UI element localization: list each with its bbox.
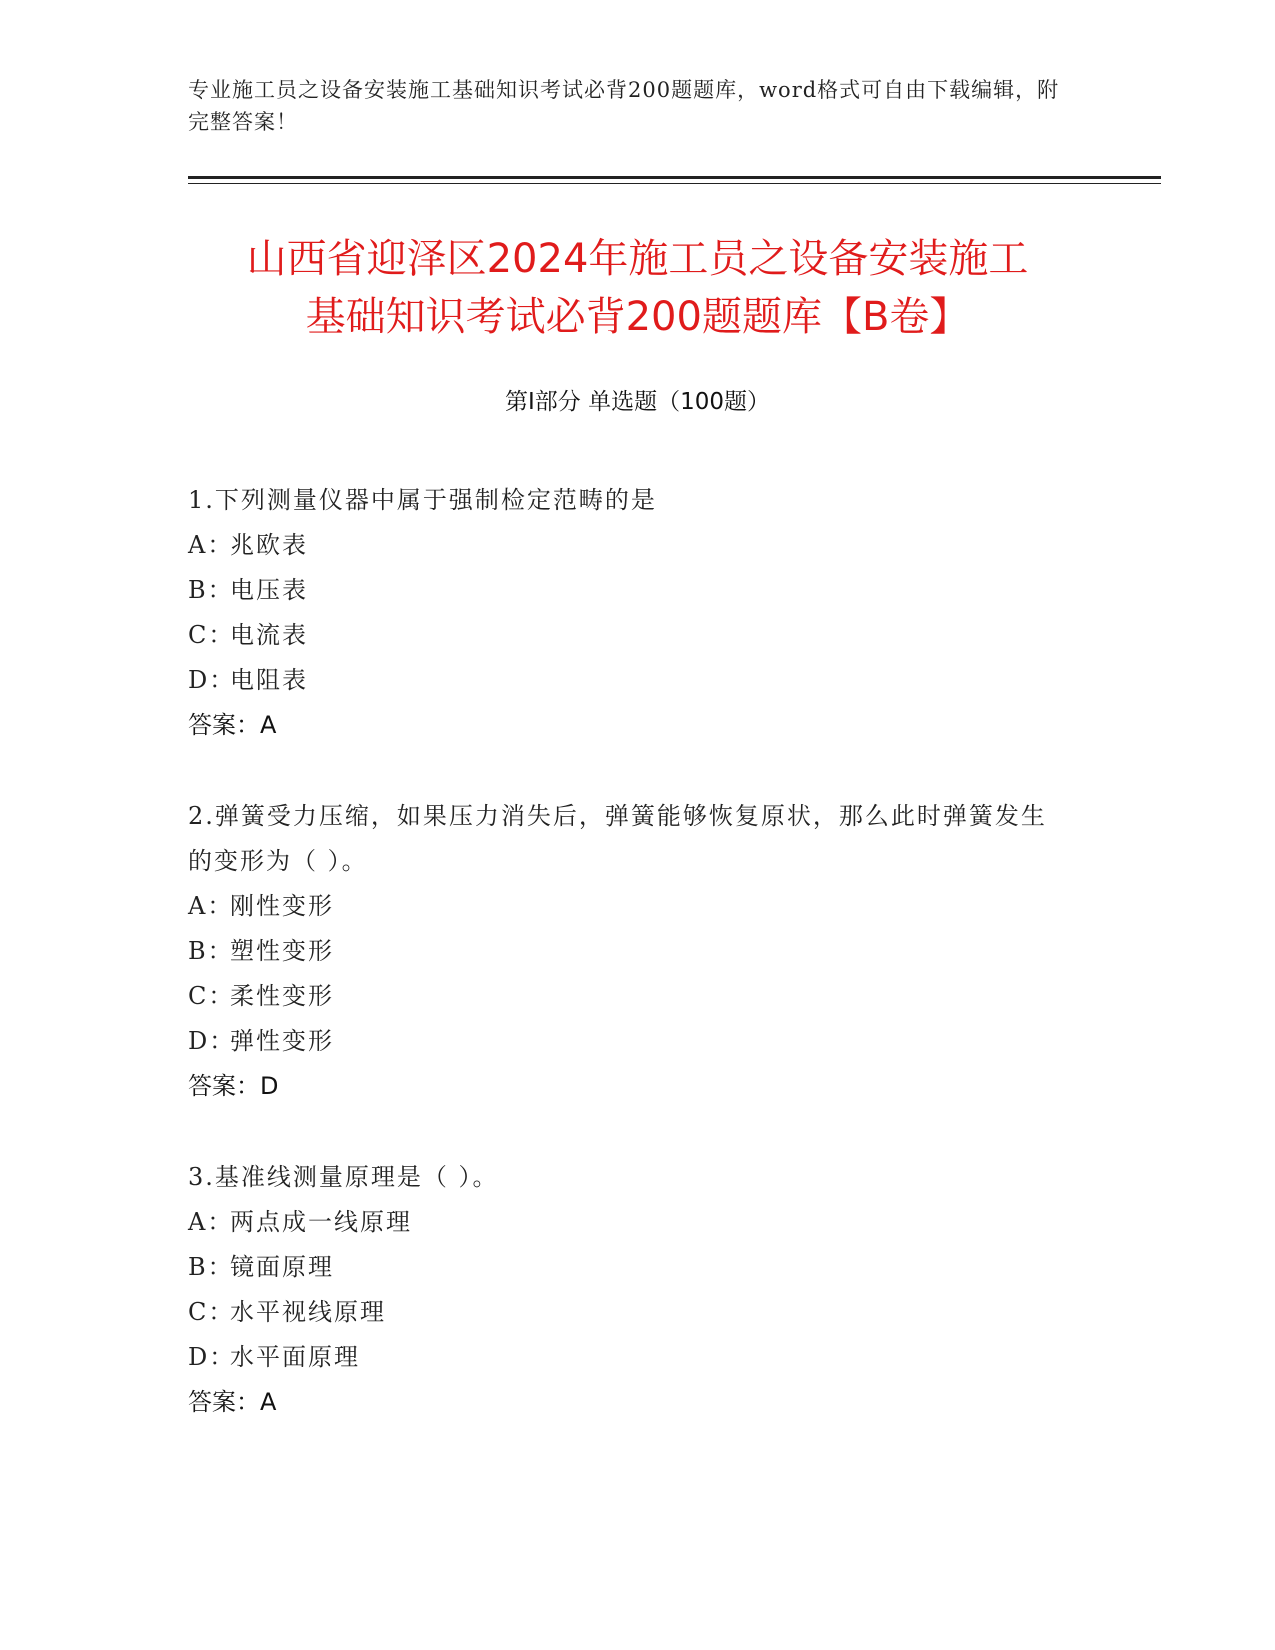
option-b	[188, 1245, 1068, 1290]
question-stem: 1.下列测量仪器中属于强制检定范畴的是	[188, 486, 657, 514]
header-divider-thick	[188, 176, 1161, 179]
option-text: 塑性变形	[230, 937, 334, 965]
answer: 答案：A	[188, 711, 277, 739]
option-text: 电阻表	[230, 666, 308, 694]
option-text: 柔性变形	[230, 982, 334, 1010]
option-a	[188, 523, 1068, 568]
answer: 答案：D	[188, 1072, 279, 1100]
option-d	[188, 1335, 1068, 1380]
option-letter: B：	[188, 937, 234, 965]
option-text: 镜面原理	[230, 1253, 334, 1281]
option-letter: A：	[188, 892, 234, 920]
answer: 答案：A	[188, 1388, 277, 1416]
option-text: 兆欧表	[230, 531, 308, 559]
option-letter: B：	[188, 1253, 234, 1281]
option-c	[188, 974, 1068, 1019]
section-title: 第Ⅰ部分 单选题（100题）	[505, 389, 770, 415]
option-text: 电压表	[230, 576, 308, 604]
question-list	[188, 478, 1068, 1471]
option-letter: A：	[188, 1208, 234, 1236]
option-text: 两点成一线原理	[230, 1208, 412, 1236]
option-b	[188, 568, 1068, 613]
option-c	[188, 1290, 1068, 1335]
option-a	[188, 1200, 1068, 1245]
option-letter: D：	[188, 1027, 236, 1055]
option-text: 弹性变形	[230, 1027, 334, 1055]
option-letter: D：	[188, 666, 236, 694]
option-d	[188, 1019, 1068, 1064]
document-title	[150, 230, 1125, 346]
option-letter: B：	[188, 576, 234, 604]
header-divider-thin	[188, 183, 1161, 184]
option-c	[188, 613, 1068, 658]
question-1	[188, 478, 1068, 748]
option-text: 刚性变形	[230, 892, 334, 920]
question-stem: 3.基准线测量原理是（ ）。	[188, 1163, 499, 1191]
option-b	[188, 929, 1068, 974]
option-letter: C：	[188, 621, 235, 649]
option-text: 水平视线原理	[230, 1298, 386, 1326]
document-title-line-2: 基础知识考试必背200题题库【B卷】	[305, 294, 970, 340]
question-stem: 2.弹簧受力压缩，如果压力消失后，弹簧能够恢复原状，那么此时弹簧发生的变形为（ ）。	[188, 802, 1047, 875]
option-letter: C：	[188, 1298, 235, 1326]
question-3	[188, 1155, 1068, 1425]
header-note: 专业施工员之设备安装施工基础知识考试必背200题题库，word格式可自由下载编辑，附完整答案！	[188, 78, 1060, 134]
document-title-line-1: 山西省迎泽区2024年施工员之设备安装施工	[246, 236, 1029, 282]
option-d	[188, 658, 1068, 703]
option-a	[188, 884, 1068, 929]
option-letter: D：	[188, 1343, 236, 1371]
option-letter: A：	[188, 531, 234, 559]
option-letter: C：	[188, 982, 235, 1010]
question-2	[188, 794, 1068, 1109]
option-text: 电流表	[230, 621, 308, 649]
option-text: 水平面原理	[230, 1343, 360, 1371]
